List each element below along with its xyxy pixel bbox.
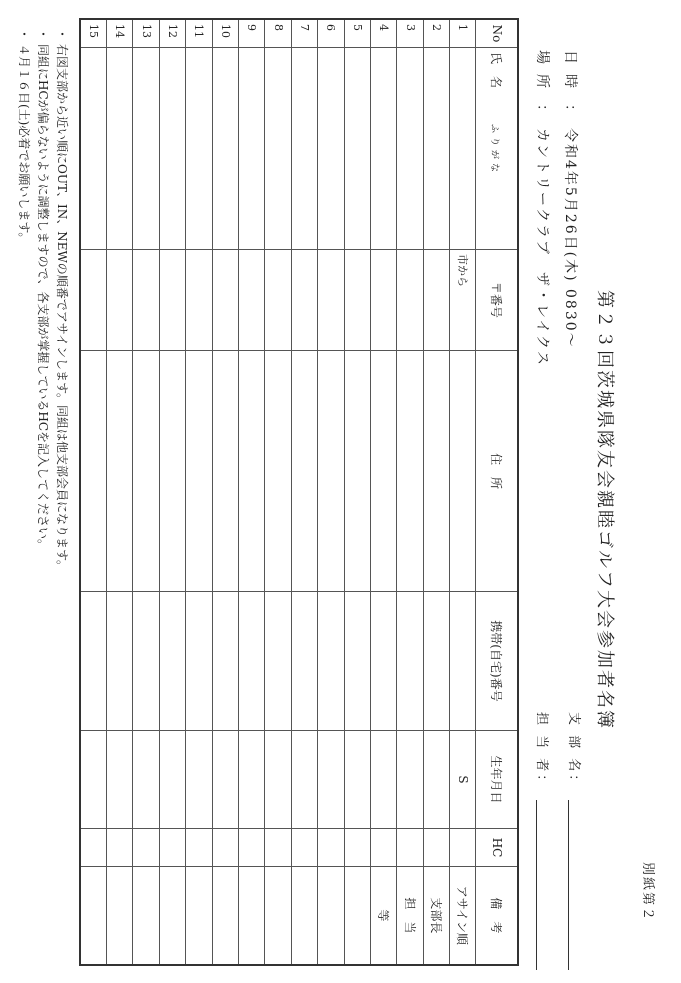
cell-no: 9 [238, 19, 264, 48]
table-row [133, 19, 159, 965]
cell-phone[interactable] [423, 592, 449, 730]
cell-phone[interactable] [107, 592, 133, 730]
cell-birth[interactable] [291, 730, 317, 829]
cell-address[interactable] [107, 350, 133, 591]
cell-hc[interactable] [159, 829, 185, 866]
cell-name[interactable] [159, 48, 185, 250]
cell-zip[interactable] [107, 249, 133, 350]
cell-zip[interactable] [344, 249, 370, 350]
cell-address[interactable] [159, 350, 185, 591]
table-row [370, 19, 396, 965]
table-row [291, 19, 317, 965]
header-no: No [476, 19, 518, 48]
cell-phone[interactable] [238, 592, 264, 730]
cell-hc[interactable] [397, 829, 423, 866]
table-row [397, 19, 423, 965]
cell-no: 13 [133, 19, 159, 48]
cell-zip[interactable] [80, 249, 106, 350]
event-date: 日時：令和4年5月26日(木) 0830～ [561, 50, 581, 349]
cell-hc[interactable] [80, 829, 106, 866]
cell-hc[interactable] [265, 829, 291, 866]
cell-zip[interactable] [186, 249, 212, 350]
cell-hc[interactable] [107, 829, 133, 866]
note-item: ・右図支部から近い順にOUT、IN、NEWの順番でアサインします。同組は他支部会員になります。 [55, 28, 69, 573]
event-place-value: カントリークラブ ザ・レイクス [534, 128, 550, 367]
event-place-label: 場所 [534, 50, 550, 98]
cell-phone[interactable] [318, 592, 344, 730]
cell-hc[interactable] [238, 829, 264, 866]
cell-birth[interactable] [186, 730, 212, 829]
header-remarks: 備 考 [476, 866, 518, 965]
cell-address[interactable] [397, 350, 423, 591]
cell-no: 10 [212, 19, 238, 48]
header-name-label: 氏 名 [489, 52, 504, 89]
cell-zip[interactable] [370, 249, 396, 350]
cell-name[interactable] [265, 48, 291, 250]
cell-no: 2 [423, 19, 449, 48]
note-text: 同組にHCが偏らないように調整しますので、各支部が掌握しているHCを記入してください。 [36, 44, 50, 552]
cell-birth[interactable] [80, 730, 106, 829]
cell-address[interactable] [344, 350, 370, 591]
cell-no: 15 [80, 19, 106, 48]
cell-address[interactable] [291, 350, 317, 591]
header-name [476, 48, 518, 250]
cell-hc[interactable] [186, 829, 212, 866]
cell-remarks: 支部長 [423, 866, 449, 965]
cell-no: 6 [318, 19, 344, 48]
cell-zip[interactable] [159, 249, 185, 350]
note-item: ・同組にHCが偏らないように調整しますので、各支部が掌握しているHCを記入してください。 [36, 28, 50, 552]
cell-zip[interactable] [265, 249, 291, 350]
cell-name[interactable] [133, 48, 159, 250]
table-row [238, 19, 264, 965]
cell-address[interactable] [133, 350, 159, 591]
cell-birth[interactable] [133, 730, 159, 829]
document-title: 第２３回茨城県隊友会親睦ゴルフ大会参加者名簿 [594, 290, 615, 730]
cell-birth[interactable] [423, 730, 449, 829]
cell-phone[interactable] [186, 592, 212, 730]
cell-name[interactable] [291, 48, 317, 250]
cell-remarks [238, 866, 264, 965]
branch-name-label: 支 部 名： [566, 712, 581, 791]
cell-address[interactable] [212, 350, 238, 591]
cell-remarks: 等 [370, 866, 396, 965]
cell-name[interactable] [238, 48, 264, 250]
header-hc: HC [476, 829, 518, 866]
branch-name-field[interactable] [568, 800, 569, 970]
cell-phone[interactable] [397, 592, 423, 730]
cell-remarks [318, 866, 344, 965]
cell-address[interactable] [450, 350, 476, 591]
cell-birth[interactable] [318, 730, 344, 829]
cell-address[interactable] [423, 350, 449, 591]
cell-hc[interactable] [133, 829, 159, 866]
cell-remarks: アサイン順 [450, 866, 476, 965]
table-row [265, 19, 291, 965]
cell-name[interactable] [344, 48, 370, 250]
event-date-label: 日時 [562, 50, 578, 98]
cell-zip[interactable] [318, 249, 344, 350]
header-phone: 携帯(自宅)番号 [476, 592, 518, 730]
cell-birth[interactable] [344, 730, 370, 829]
cell-remarks [80, 866, 106, 965]
cell-phone[interactable] [133, 592, 159, 730]
table-row [80, 19, 106, 965]
cell-zip[interactable] [423, 249, 449, 350]
cell-hc[interactable] [291, 829, 317, 866]
cell-address[interactable] [318, 350, 344, 591]
cell-birth[interactable] [107, 730, 133, 829]
cell-no: 1 [450, 19, 476, 48]
table-row [107, 19, 133, 965]
cell-birth[interactable] [370, 730, 396, 829]
table-row [159, 19, 185, 965]
table-row [423, 19, 449, 965]
manager-label: 担 当 者： [534, 712, 549, 791]
event-date-value: 令和4年5月26日(木) 0830～ [562, 128, 578, 349]
cell-zip[interactable]: 市から [450, 249, 476, 350]
cell-name[interactable] [450, 48, 476, 250]
table-row [186, 19, 212, 965]
manager-field[interactable] [536, 800, 537, 970]
cell-address[interactable] [370, 350, 396, 591]
cell-zip[interactable] [238, 249, 264, 350]
cell-hc[interactable] [344, 829, 370, 866]
note-text: ４月１６日(土)必着でお願いします。 [17, 44, 31, 245]
cell-remarks [107, 866, 133, 965]
cell-birth[interactable] [212, 730, 238, 829]
cell-remarks: 担 当 [397, 866, 423, 965]
cell-name[interactable] [423, 48, 449, 250]
cell-name[interactable] [186, 48, 212, 250]
cell-no: 3 [397, 19, 423, 48]
table-body [80, 19, 476, 965]
cell-name[interactable] [212, 48, 238, 250]
notes [14, 28, 71, 572]
table-row [318, 19, 344, 965]
cell-no: 11 [186, 19, 212, 48]
cell-phone[interactable] [291, 592, 317, 730]
cell-remarks [344, 866, 370, 965]
cell-remarks [212, 866, 238, 965]
cell-hc[interactable] [212, 829, 238, 866]
event-place: 場所：カントリークラブ ザ・レイクス [533, 50, 553, 367]
table-row [344, 19, 370, 965]
cell-phone[interactable] [80, 592, 106, 730]
cell-birth[interactable] [159, 730, 185, 829]
cell-name[interactable] [370, 48, 396, 250]
cell-name[interactable] [318, 48, 344, 250]
cell-phone[interactable] [265, 592, 291, 730]
cell-remarks [265, 866, 291, 965]
cell-phone[interactable] [159, 592, 185, 730]
cell-no: 4 [370, 19, 396, 48]
cell-hc[interactable] [423, 829, 449, 866]
cell-hc[interactable] [370, 829, 396, 866]
cell-remarks [186, 866, 212, 965]
cell-name[interactable] [107, 48, 133, 250]
cell-address[interactable] [238, 350, 264, 591]
cell-birth[interactable]: S [450, 730, 476, 829]
header-address: 住 所 [476, 350, 518, 591]
table-row [212, 19, 238, 965]
cell-remarks [291, 866, 317, 965]
header-zip: 〒番号 [476, 249, 518, 350]
cell-phone[interactable] [450, 592, 476, 730]
cell-remarks [159, 866, 185, 965]
cell-phone[interactable] [212, 592, 238, 730]
cell-no: 8 [265, 19, 291, 48]
table-row [450, 19, 476, 965]
cell-no: 5 [344, 19, 370, 48]
note-text: 右図支部から近い順にOUT、IN、NEWの順番でアサインします。同組は他支部会員になります。 [55, 44, 69, 573]
note-item: ・４月１６日(土)必着でお願いします。 [17, 28, 31, 245]
cell-phone[interactable] [370, 592, 396, 730]
cell-no: 14 [107, 19, 133, 48]
cell-no: 12 [159, 19, 185, 48]
cell-zip[interactable] [397, 249, 423, 350]
cell-zip[interactable] [133, 249, 159, 350]
document-number: 別紙第２ [640, 862, 655, 923]
cell-birth[interactable] [238, 730, 264, 829]
cell-address[interactable] [186, 350, 212, 591]
cell-name[interactable] [80, 48, 106, 250]
table-header-row [476, 19, 518, 965]
cell-name[interactable] [397, 48, 423, 250]
cell-birth[interactable] [397, 730, 423, 829]
cell-zip[interactable] [212, 249, 238, 350]
cell-no: 7 [291, 19, 317, 48]
header-birth: 生年月日 [476, 730, 518, 829]
cell-remarks [133, 866, 159, 965]
cell-address[interactable] [265, 350, 291, 591]
cell-address[interactable] [80, 350, 106, 591]
cell-phone[interactable] [344, 592, 370, 730]
participant-table [79, 18, 519, 966]
cell-zip[interactable] [291, 249, 317, 350]
cell-hc[interactable] [318, 829, 344, 866]
cell-birth[interactable] [265, 730, 291, 829]
cell-hc[interactable] [450, 829, 476, 866]
header-furigana: ふりがな [489, 124, 500, 177]
